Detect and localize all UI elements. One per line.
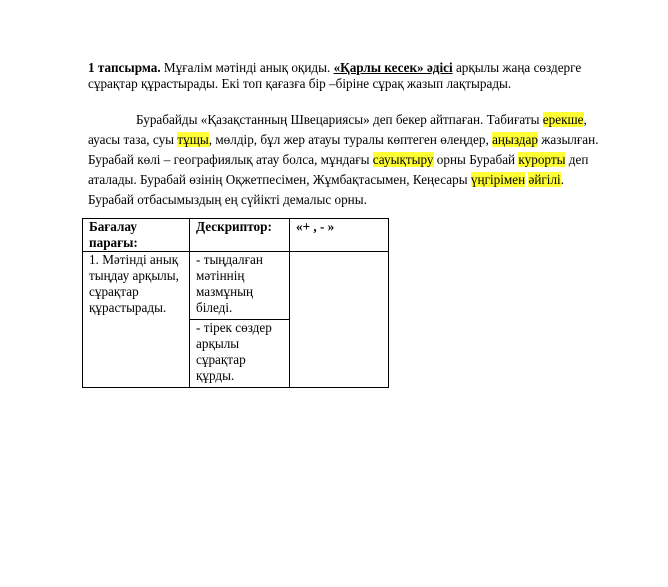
paragraph-line-1 — [88, 110, 654, 130]
header-plus-minus: «+ , - » — [290, 219, 389, 252]
text-segment: аталады. Бурабай өзінің Оқжетпесімен, Жұмбақтасымен, Кеңесары — [88, 172, 471, 187]
text-segment: Бурабайды «Қазақстанның Швецариясы» деп бекер айтпаған. Табиғаты — [136, 112, 543, 127]
paragraph-line-5: Бурабай отбасымыздың ең сүйікті демалыс орны. — [88, 192, 367, 207]
text-segment: . — [560, 172, 564, 187]
method-name: «Қарлы кесек» әдісі — [333, 60, 453, 75]
task-intro: Мұғалім мәтінді анық оқиды. — [160, 60, 334, 75]
highlight-word: үңгірімен — [470, 172, 526, 187]
header-descriptor: Дескриптор: — [190, 219, 290, 252]
table-row — [83, 252, 389, 320]
text-segment: ауасы таза, суы — [88, 132, 178, 147]
highlight-word: ерекше — [542, 112, 584, 127]
task-after-method: арқылы жаңа сөздерге — [452, 60, 582, 75]
text-segment: деп — [565, 152, 589, 167]
header-assessment-sheet: Бағалау парағы: — [83, 219, 190, 252]
descriptor-cell: - тыңдалған мәтіннің мазмұның біледі. — [190, 252, 290, 320]
table-header-row — [83, 219, 389, 252]
text-segment: жазылған. — [537, 132, 599, 147]
highlight-word: курорты — [518, 152, 566, 167]
reading-paragraph — [88, 110, 654, 210]
task-instruction — [88, 60, 648, 92]
text-segment: орны Бурабай — [433, 152, 519, 167]
text-segment: , — [583, 112, 587, 127]
descriptor-cell: - тірек сөздер арқылы сұрақтар құрды. — [190, 320, 290, 388]
highlight-word: сауықтыру — [372, 152, 434, 167]
criterion-cell: 1. Мәтінді анық тыңдау арқылы, сұрақтар құрастырады. — [83, 252, 190, 388]
highlight-word: тұщы — [177, 132, 209, 147]
task-line-2: сұрақтар құрастырады. Екі топ қағазға бір –біріне сұрақ жазып лақтырады. — [88, 76, 512, 91]
paragraph-line-2 — [88, 130, 654, 150]
mark-cell — [290, 252, 389, 388]
task-number: 1 тапсырма. — [88, 60, 161, 75]
paragraph-line-4 — [88, 170, 654, 190]
text-segment: Бурабай көлі – географиялық атау болса, мұндағы — [88, 152, 373, 167]
highlight-word: әйгілі — [528, 172, 561, 187]
highlight-word: аңыздар — [492, 132, 538, 147]
assessment-table — [82, 218, 389, 388]
text-segment: , мөлдір, бұл жер атауы туралы көптеген өлеңдер, — [208, 132, 493, 147]
paragraph-line-3 — [88, 150, 654, 170]
